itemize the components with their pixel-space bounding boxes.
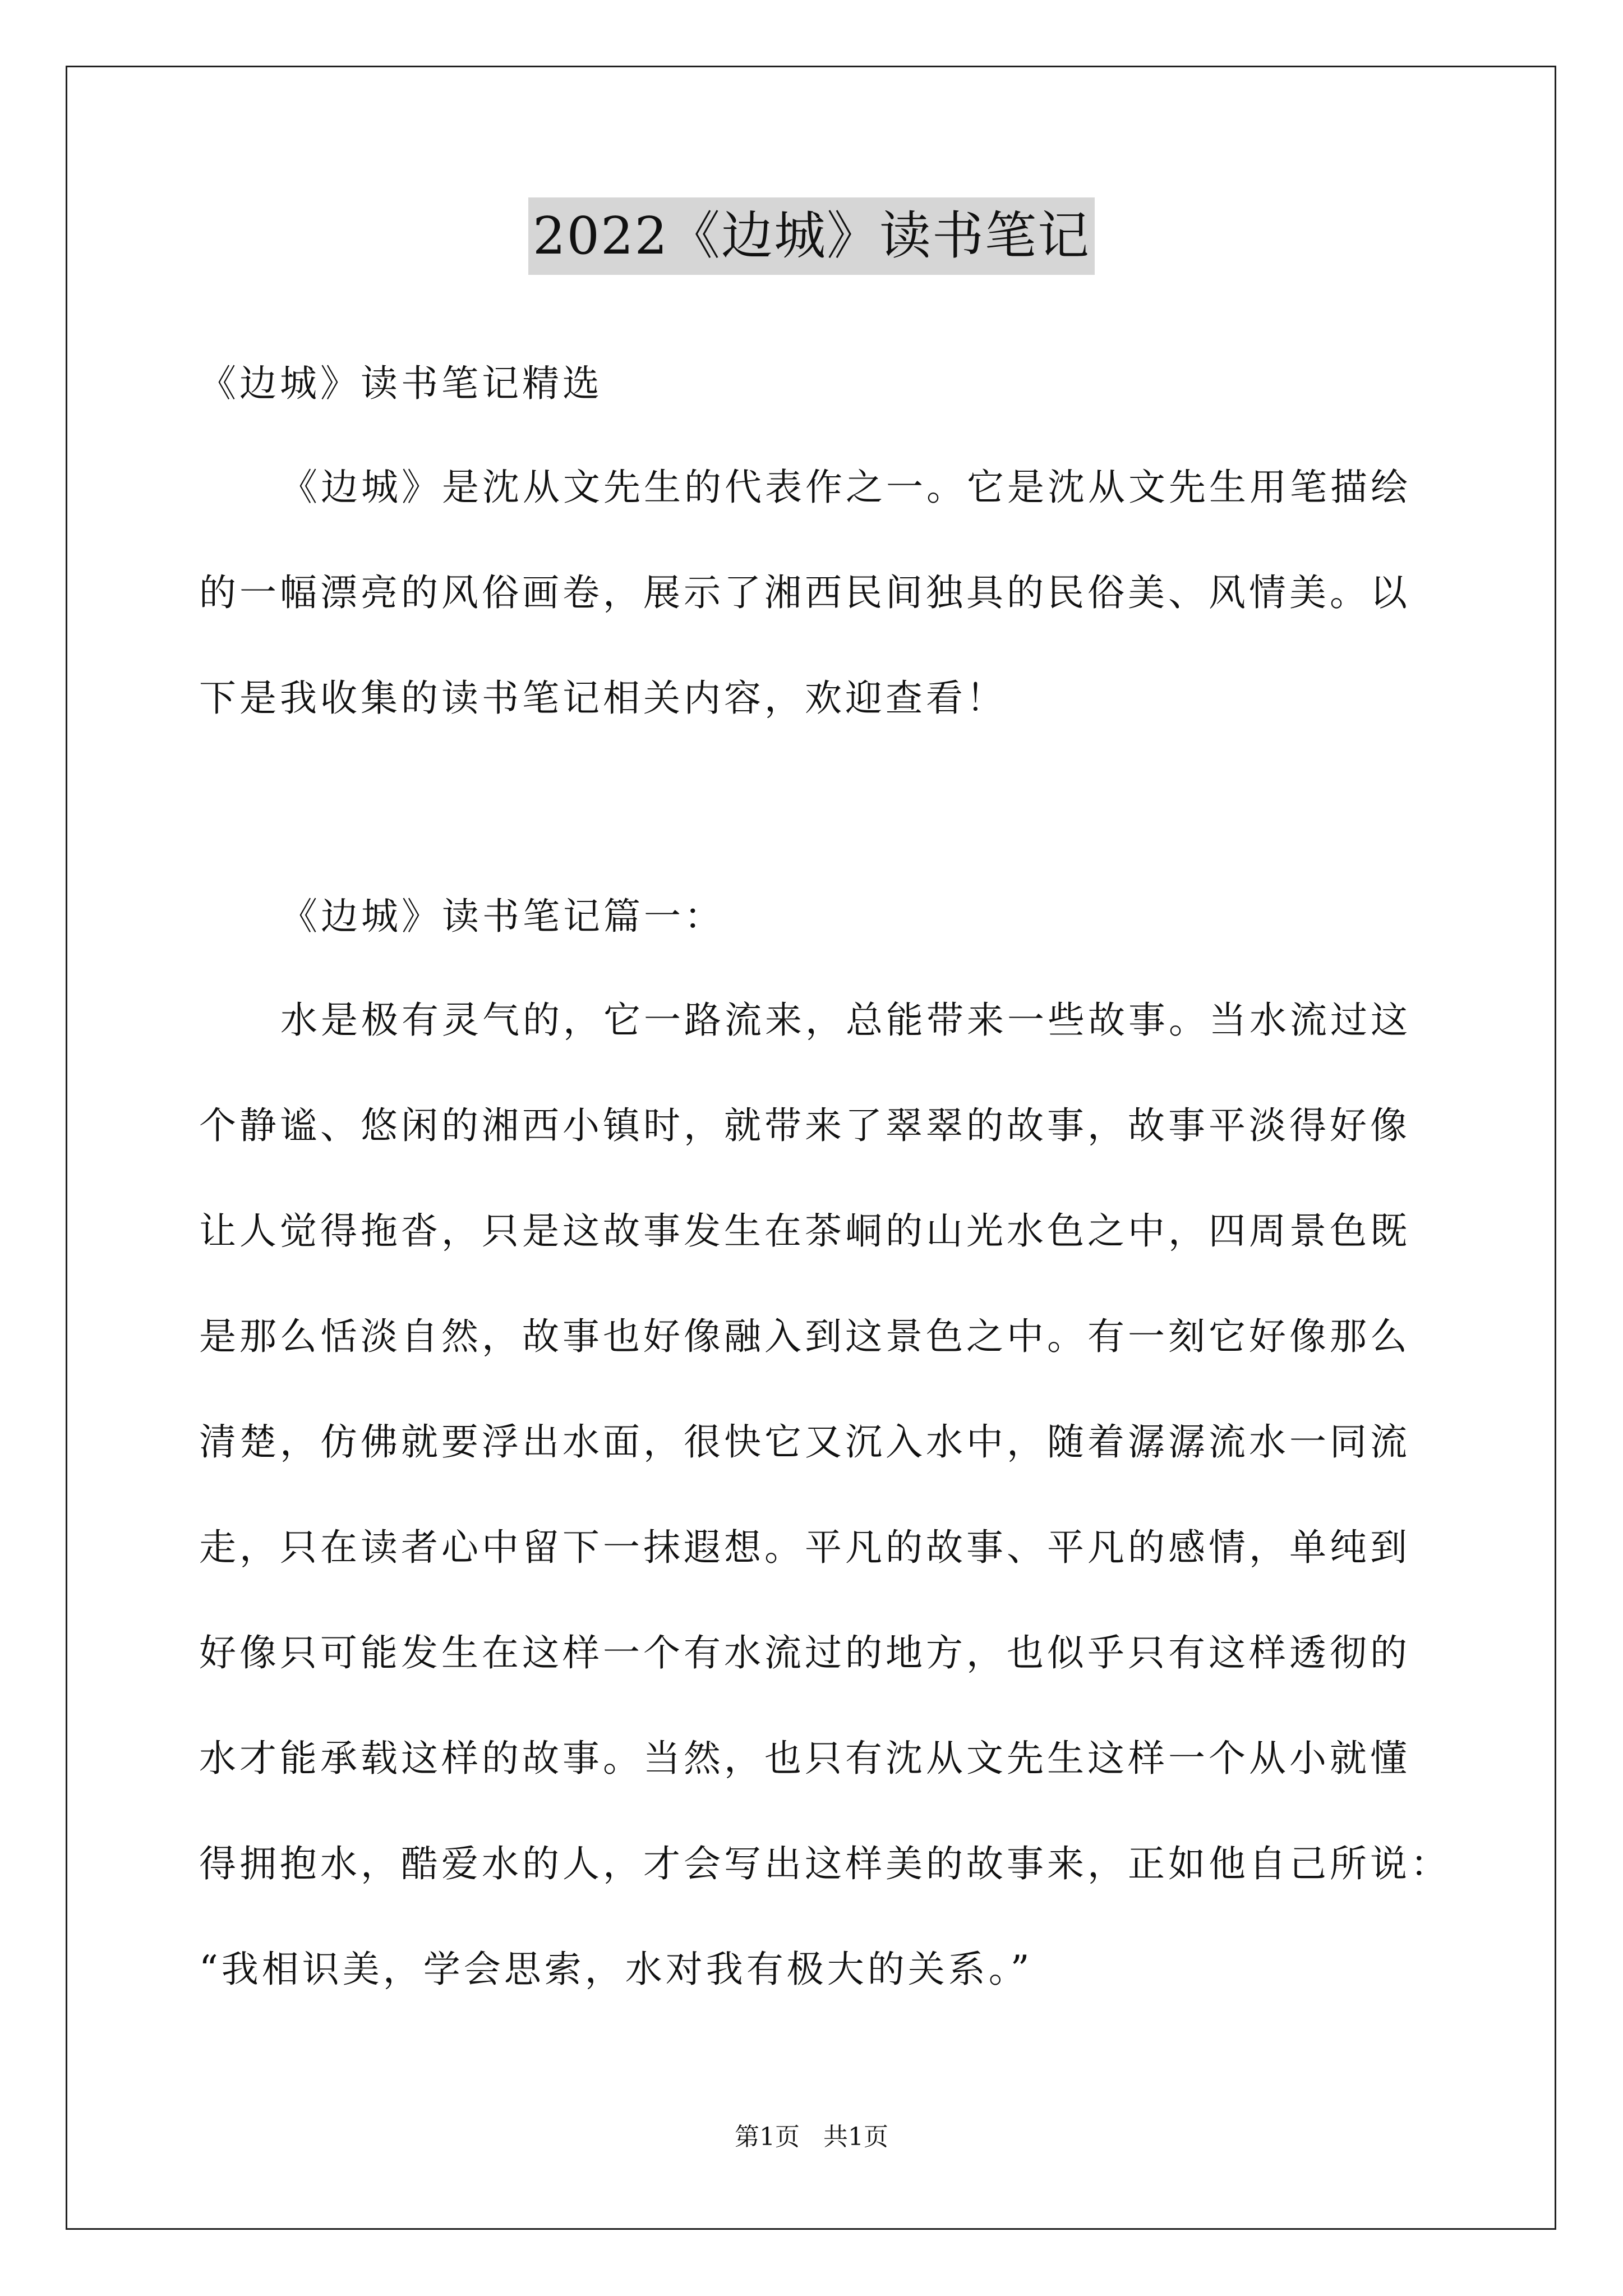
intro-paragraph bbox=[199, 435, 1461, 751]
section-heading: 《边城》读书笔记篇一： bbox=[280, 895, 725, 938]
paragraph-line: 让人觉得拖沓，只是这故事发生在茶峒的山光水色之中，四周景色既 bbox=[199, 1209, 1410, 1253]
subtitle-block bbox=[199, 331, 1461, 436]
paragraph-line: 的一幅漂亮的风俗画卷，展示了湘西民间独具的民俗美、风情美。以 bbox=[199, 571, 1410, 614]
paragraph-line: 是那么恬淡自然，故事也好像融入到这景色之中。有一刻它好像那么 bbox=[199, 1315, 1410, 1358]
paragraph-line: 下是我收集的读书笔记相关内容，欢迎查看！ bbox=[199, 677, 1007, 720]
paragraph-line: 《边城》是沈从文先生的代表作之一。它是沈从文先生用笔描绘 bbox=[280, 466, 1411, 509]
page-number: 第1页 bbox=[735, 2123, 800, 2151]
paragraph-line: 清楚，仿佛就要浮出水面，很快它又沉入水中，随着潺潺流水一同流 bbox=[199, 1420, 1410, 1464]
document-title: 2022《边城》读书笔记 bbox=[528, 197, 1095, 275]
paragraph-line: 走，只在读者心中留下一抹遐想。平凡的故事、平凡的感情，单纯到 bbox=[199, 1526, 1410, 1569]
paragraph-line: 得拥抱水，酷爱水的人，才会写出这样美的故事来，正如他自己所说： bbox=[199, 1842, 1451, 1885]
paragraph-line: “我相识美，学会思索，水对我有极大的关系。” bbox=[199, 1948, 1033, 1991]
paragraph-line: 个静谧、悠闲的湘西小镇时，就带来了翠翠的故事，故事平淡得好像 bbox=[199, 1104, 1410, 1147]
page-footer bbox=[0, 2120, 1623, 2154]
document-subtitle: 《边城》读书笔记精选 bbox=[199, 362, 603, 405]
paragraph-line: 水才能承载这样的故事。当然，也只有沈从文先生这样一个从小就懂 bbox=[199, 1737, 1410, 1780]
paragraph-line: 水是极有灵气的，它一路流来，总能带来一些故事。当水流过这 bbox=[280, 999, 1411, 1042]
paragraph-line: 好像只可能发生在这样一个有水流过的地方，也似乎只有这样透彻的 bbox=[199, 1631, 1410, 1674]
page-total: 共1页 bbox=[823, 2123, 888, 2151]
title-container bbox=[0, 197, 1623, 275]
section-heading-block bbox=[199, 864, 1461, 969]
body-paragraph bbox=[199, 968, 1461, 2022]
